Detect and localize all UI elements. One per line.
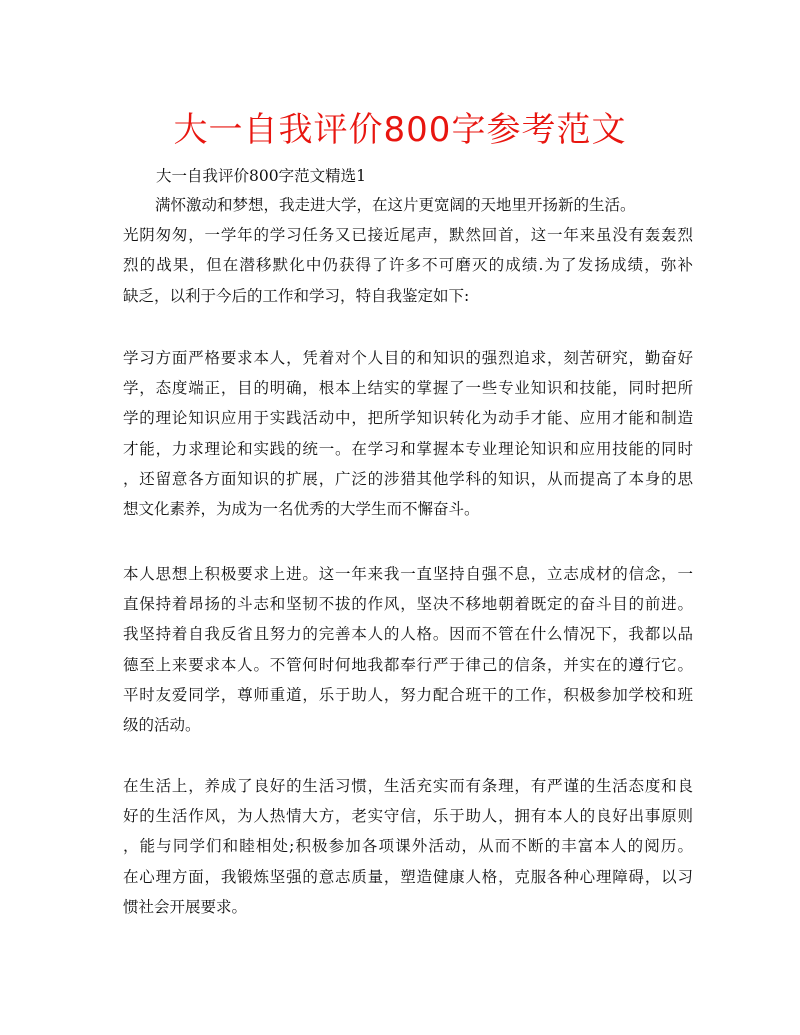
paragraph-line: 想文化素养，为成为一名优秀的大学生而不懈奋斗。 (123, 499, 480, 518)
paragraph-line: 学的理论知识应用于实践活动中，把所学知识转化为动手才能、应用才能和制造 (123, 409, 693, 428)
document-title: 大一自我评价800字参考范文 (173, 110, 627, 150)
paragraph-line: 直保持着昂扬的斗志和坚韧不拔的作风，坚决不移地朝着既定的奋斗目的前进。 (123, 595, 693, 614)
paragraph-study (123, 343, 693, 524)
paragraph-thought (123, 559, 693, 740)
paragraph-line: ，能与同学们和睦相处;积极参加各项课外活动，从而不断的丰富本人的阅历。 (123, 837, 693, 856)
paragraph-line: 我坚持着自我反省且努力的完善本人的人格。因而不管在什么情况下，我都以品 (123, 625, 693, 644)
paragraph-life (123, 771, 693, 922)
paragraph-line: 学习方面严格要求本人，凭着对个人目的和知识的强烈追求，刻苦研究，勤奋好 (123, 349, 693, 367)
paragraph-line: 光阴匆匆，一学年的学习任务又已接近尾声，默然回首，这一年来虽没有轰轰烈 (123, 226, 693, 245)
paragraph-line: 好的生活作风，为人热情大方，老实守信，乐于助人，拥有本人的良好出事原则 (123, 807, 693, 826)
document-subtitle: 大一自我评价800字范文精选1 (156, 167, 366, 185)
paragraph-line: 本人思想上积极要求上进。这一年来我一直坚持自强不息，立志成材的信念，一 (123, 565, 693, 583)
paragraph-intro (123, 190, 693, 311)
paragraph-line: 缺乏，以利于今后的工作和学习，特自我鉴定如下: (123, 286, 470, 305)
paragraph-line: 平时友爱同学，尊师重道，乐于助人，努力配合班干的工作，积极参加学校和班 (123, 685, 693, 704)
paragraph-line: 在生活上，养成了良好的生活习惯，生活充实而有条理，有严谨的生活态度和良 (123, 777, 693, 795)
paragraph-line: 才能，力求理论和实践的统一。在学习和掌握本专业理论知识和应用技能的同时 (123, 439, 693, 458)
paragraph-line: 烈的战果，但在潜移默化中仍获得了许多不可磨灭的成绩.为了发扬成绩，弥补 (123, 256, 693, 275)
paragraph-line: 德至上来要求本人。不管何时何地我都奉行严于律己的信条，并实在的遵行它。 (123, 655, 693, 674)
paragraph-line: 惯社会开展要求。 (123, 897, 248, 916)
paragraph-line: 满怀激动和梦想，我走进大学，在这片更宽阔的天地里开扬新的生活。 (155, 196, 636, 214)
paragraph-line: ，还留意各方面知识的扩展，广泛的涉猎其他学科的知识，从而提高了本身的思 (123, 469, 693, 488)
paragraph-line: 学，态度端正，目的明确，根本上结实的掌握了一些专业知识和技能，同时把所 (123, 379, 693, 398)
paragraph-line: 级的活动。 (123, 715, 201, 734)
paragraph-line: 在心理方面，我锻炼坚强的意志质量，塑造健康人格，克服各种心理障碍，以习 (123, 867, 693, 886)
